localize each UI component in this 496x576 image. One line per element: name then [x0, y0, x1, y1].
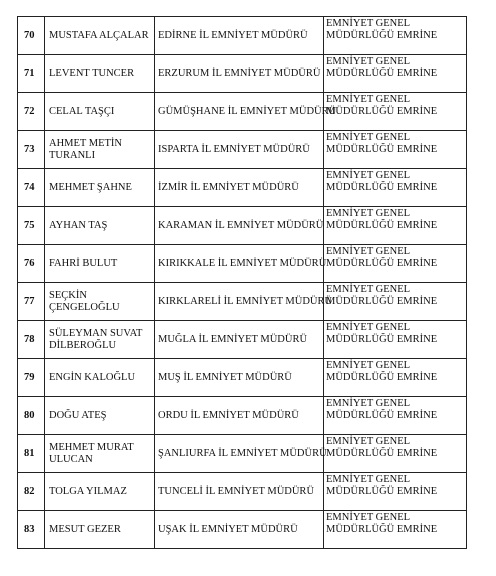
person-name-line: CELAL TAŞÇI	[49, 105, 115, 117]
person-name	[45, 245, 155, 283]
new-assignment-line: EMNİYET GENEL	[326, 18, 411, 29]
new-assignment-line: EMNİYET GENEL	[326, 132, 411, 143]
person-name-line: AYHAN TAŞ	[49, 219, 108, 231]
new-assignment	[324, 207, 467, 245]
table-row	[18, 359, 467, 397]
person-name	[45, 359, 155, 397]
person-name	[45, 321, 155, 359]
current-post: İZMİR İL EMNİYET MÜDÜRÜ	[155, 169, 324, 207]
person-name-line: MUSTAFA ALÇALAR	[49, 29, 149, 41]
new-assignment	[324, 17, 467, 55]
new-assignment-line: EMNİYET GENEL	[326, 284, 411, 295]
row-number: 77	[18, 283, 45, 321]
new-assignment-line: EMNİYET GENEL	[326, 208, 411, 219]
person-name-line: DOĞU ATEŞ	[49, 409, 107, 421]
current-post: ERZURUM İL EMNİYET MÜDÜRÜ	[155, 55, 324, 93]
table-row	[18, 131, 467, 169]
person-name-line: SEÇKİN ÇENGELOĞLU	[49, 289, 120, 313]
new-assignment	[324, 283, 467, 321]
table-row	[18, 169, 467, 207]
person-name	[45, 55, 155, 93]
new-assignment-line: MÜDÜRLÜĞÜ EMRİNE	[326, 448, 438, 459]
person-name-line: MEHMET MURAT	[49, 441, 134, 453]
row-number: 73	[18, 131, 45, 169]
row-number: 80	[18, 397, 45, 435]
new-assignment-line: EMNİYET GENEL	[326, 360, 411, 371]
table-row	[18, 55, 467, 93]
person-name	[45, 17, 155, 55]
table-row	[18, 435, 467, 473]
new-assignment-line: MÜDÜRLÜĞÜ EMRİNE	[326, 106, 438, 117]
person-name	[45, 169, 155, 207]
person-name	[45, 93, 155, 131]
new-assignment	[324, 321, 467, 359]
current-post: MUŞ İL EMNİYET MÜDÜRÜ	[155, 359, 324, 397]
table-row	[18, 207, 467, 245]
table-row	[18, 283, 467, 321]
table-row	[18, 511, 467, 549]
new-assignment-line: EMNİYET GENEL	[326, 170, 411, 181]
person-name	[45, 511, 155, 549]
new-assignment	[324, 55, 467, 93]
row-number: 82	[18, 473, 45, 511]
table-row	[18, 17, 467, 55]
row-number: 76	[18, 245, 45, 283]
new-assignment-line: MÜDÜRLÜĞÜ EMRİNE	[326, 182, 438, 193]
person-name-line: TURANLI	[49, 149, 96, 161]
new-assignment-line: EMNİYET GENEL	[326, 246, 411, 257]
new-assignment	[324, 397, 467, 435]
new-assignment-line: MÜDÜRLÜĞÜ EMRİNE	[326, 296, 438, 307]
new-assignment-line: MÜDÜRLÜĞÜ EMRİNE	[326, 372, 438, 383]
current-post: KIRKLARELİ İL EMNİYET MÜDÜRÜ	[155, 283, 324, 321]
current-post: ŞANLIURFA İL EMNİYET MÜDÜRÜ	[155, 435, 324, 473]
current-post: KARAMAN İL EMNİYET MÜDÜRÜ	[155, 207, 324, 245]
new-assignment	[324, 473, 467, 511]
new-assignment-line: MÜDÜRLÜĞÜ EMRİNE	[326, 334, 438, 345]
row-number: 75	[18, 207, 45, 245]
new-assignment-line: MÜDÜRLÜĞÜ EMRİNE	[326, 144, 438, 155]
person-name-line: MESUT GEZER	[49, 523, 121, 535]
person-name	[45, 131, 155, 169]
person-name-line: DİLBEROĞLU	[49, 339, 117, 351]
new-assignment-line: EMNİYET GENEL	[326, 436, 411, 447]
person-name-line: FAHRİ BULUT	[49, 257, 118, 269]
new-assignment-line: EMNİYET GENEL	[326, 398, 411, 409]
row-number: 72	[18, 93, 45, 131]
row-number: 81	[18, 435, 45, 473]
row-number: 74	[18, 169, 45, 207]
person-name-line: ENGİN KALOĞLU	[49, 371, 136, 383]
person-name-line: LEVENT TUNCER	[49, 67, 135, 79]
person-name-line: AHMET METİN	[49, 137, 123, 149]
new-assignment-line: MÜDÜRLÜĞÜ EMRİNE	[326, 486, 438, 497]
new-assignment	[324, 511, 467, 549]
appointments-table-body	[18, 17, 467, 549]
new-assignment-line: EMNİYET GENEL	[326, 56, 411, 67]
current-post: ISPARTA İL EMNİYET MÜDÜRÜ	[155, 131, 324, 169]
new-assignment	[324, 245, 467, 283]
person-name	[45, 207, 155, 245]
person-name	[45, 435, 155, 473]
row-number: 83	[18, 511, 45, 549]
appointments-table	[17, 16, 467, 549]
row-number: 78	[18, 321, 45, 359]
row-number: 70	[18, 17, 45, 55]
row-number: 71	[18, 55, 45, 93]
new-assignment-line: EMNİYET GENEL	[326, 512, 411, 523]
new-assignment-line: MÜDÜRLÜĞÜ EMRİNE	[326, 258, 438, 269]
current-post: TUNCELİ İL EMNİYET MÜDÜRÜ	[155, 473, 324, 511]
person-name	[45, 283, 155, 321]
table-row	[18, 397, 467, 435]
current-post: MUĞLA İL EMNİYET MÜDÜRÜ	[155, 321, 324, 359]
new-assignment-line: MÜDÜRLÜĞÜ EMRİNE	[326, 30, 438, 41]
new-assignment-line: MÜDÜRLÜĞÜ EMRİNE	[326, 410, 438, 421]
new-assignment	[324, 435, 467, 473]
table-row	[18, 245, 467, 283]
new-assignment	[324, 169, 467, 207]
table-row	[18, 473, 467, 511]
new-assignment-line: EMNİYET GENEL	[326, 474, 411, 485]
current-post: EDİRNE İL EMNİYET MÜDÜRÜ	[155, 17, 324, 55]
current-post: KIRIKKALE İL EMNİYET MÜDÜRÜ	[155, 245, 324, 283]
new-assignment	[324, 93, 467, 131]
current-post: UŞAK İL EMNİYET MÜDÜRÜ	[155, 511, 324, 549]
new-assignment-line: MÜDÜRLÜĞÜ EMRİNE	[326, 68, 438, 79]
table-row	[18, 93, 467, 131]
new-assignment-line: EMNİYET GENEL	[326, 94, 411, 105]
new-assignment	[324, 359, 467, 397]
person-name-line: SÜLEYMAN SUVAT	[49, 327, 143, 339]
person-name	[45, 397, 155, 435]
new-assignment	[324, 131, 467, 169]
person-name	[45, 473, 155, 511]
person-name-line: TOLGA YILMAZ	[49, 485, 127, 497]
person-name-line: MEHMET ŞAHNE	[49, 181, 132, 193]
person-name-line: ULUCAN	[49, 453, 93, 465]
current-post: ORDU İL EMNİYET MÜDÜRÜ	[155, 397, 324, 435]
new-assignment-line: MÜDÜRLÜĞÜ EMRİNE	[326, 220, 438, 231]
row-number: 79	[18, 359, 45, 397]
new-assignment-line: MÜDÜRLÜĞÜ EMRİNE	[326, 524, 438, 535]
current-post: GÜMÜŞHANE İL EMNİYET MÜDÜRÜ	[155, 93, 324, 131]
table-row	[18, 321, 467, 359]
new-assignment-line: EMNİYET GENEL	[326, 322, 411, 333]
